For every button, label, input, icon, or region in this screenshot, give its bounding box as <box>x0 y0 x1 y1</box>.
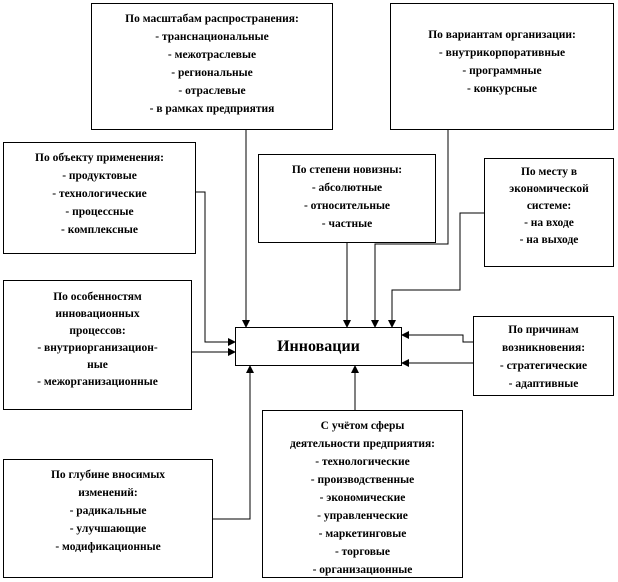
box-line: - адаптивные <box>508 378 579 390</box>
center-box-innovations <box>235 327 402 366</box>
box-line: инновационных <box>55 308 140 320</box>
box-line: - на выходе <box>519 234 579 246</box>
box-causes <box>473 316 614 396</box>
box-line: - комплексные <box>61 224 138 236</box>
box-line: - частные <box>321 218 373 230</box>
box-line: системе: <box>526 200 572 212</box>
box-line: - относительные <box>303 200 391 212</box>
connector-depth <box>213 366 250 519</box>
connector-causes <box>402 335 473 342</box>
box-heading: По объекту применения: <box>35 152 164 164</box>
box-line: - конкурсные <box>467 83 537 95</box>
box-line: - модификационные <box>55 541 161 553</box>
box-line: - технологические <box>315 456 410 468</box>
box-line: - транснациональные <box>155 31 269 43</box>
box-depth <box>3 459 213 578</box>
box-sphere <box>262 410 463 578</box>
box-line: - радикальные <box>69 505 147 517</box>
box-heading: По причинам <box>508 324 579 336</box>
box-line: - организационные <box>312 564 413 576</box>
box-scale <box>91 3 333 130</box>
box-line: - продуктовые <box>62 170 137 182</box>
box-line: - процессные <box>65 206 134 218</box>
box-line: деятельности предприятия: <box>289 438 436 450</box>
box-line: - в рамках предприятия <box>149 103 275 115</box>
box-features <box>3 280 192 410</box>
box-place <box>484 158 614 267</box>
box-heading: По вариантам организации: <box>428 29 576 41</box>
box-line: - межорганизационные <box>37 376 158 388</box>
box-heading: По особенностям <box>53 291 142 303</box>
box-line: - стратегические <box>499 360 588 372</box>
box-line: - программные <box>462 65 542 77</box>
box-line: процессов: <box>69 325 126 337</box>
connector-object <box>196 192 235 342</box>
box-line: - внутрикорпоративные <box>438 47 566 59</box>
box-heading: По глубине вносимых <box>50 469 166 481</box>
box-line: - отраслевые <box>178 85 246 97</box>
box-line: - экономические <box>319 492 406 504</box>
box-line: экономической <box>509 183 589 195</box>
box-line: ные <box>87 359 108 371</box>
box-line: изменений: <box>78 487 138 499</box>
box-line: - абсолютные <box>311 182 383 194</box>
box-line: - региональные <box>171 67 253 79</box>
box-heading: По масштабам распространения: <box>125 13 299 25</box>
box-line: - на входе <box>524 217 574 229</box>
box-line: - торговые <box>334 546 391 558</box>
box-heading: По степени новизны: <box>291 164 403 176</box>
box-line: возникновения: <box>501 342 586 354</box>
box-line: - производственные <box>310 474 415 486</box>
box-line: - управленческие <box>317 510 408 522</box>
box-heading: По месту в <box>520 166 578 178</box>
box-novelty <box>258 154 436 243</box>
box-line: - маркетинговые <box>318 528 407 540</box>
box-heading: С учётом сферы <box>320 420 405 432</box>
box-object <box>3 142 196 254</box>
center-title: Инновации <box>277 337 360 355</box>
box-line: - внутриорганизацион- <box>37 342 158 354</box>
box-line: - технологические <box>52 188 147 200</box>
box-line: - межотраслевые <box>167 49 257 61</box>
box-variants <box>390 3 614 130</box>
box-line: - улучшающие <box>69 523 147 535</box>
